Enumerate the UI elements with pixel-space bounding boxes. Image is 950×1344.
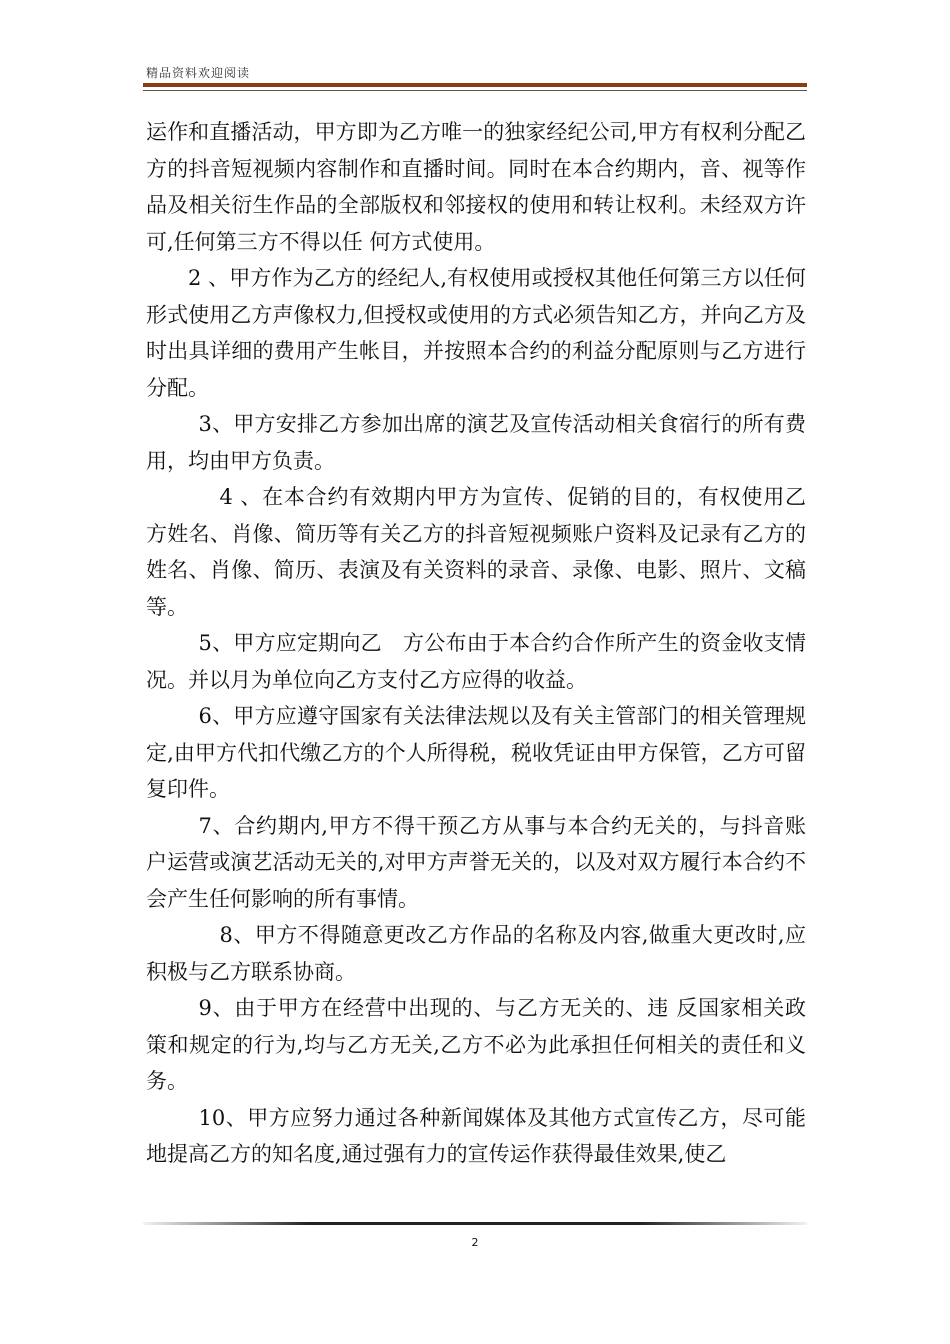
paragraph: 4 、在本合约有效期内甲方为宣传、促销的目的，有权使用乙方姓名、肖像、简历等有关乙方的抖音短视频账户资料及记录有乙方的姓名、肖像、简历、表演及有关资料的录音、录像、电影、照片、文稿等。	[146, 485, 806, 619]
paragraph: 运作和直播活动，甲方即为乙方唯一的独家经纪公司,甲方有权利分配乙方的抖音短视频内容制作和直播时间。同时在本合约期内，音、视等作品及相关衍生作品的全部版权和邻接权的使用和转让权利。未经双方许可,任何第三方不得以任 何方式使用。	[146, 120, 806, 254]
paragraph: 10、甲方应努力通过各种新闻媒体及其他方式宣传乙方，尽可能地提高乙方的知名度,通过强有力的宣传运作获得最佳效果,使乙	[146, 1105, 806, 1166]
paragraph: 2 、甲方作为乙方的经纪人,有权使用或授权其他任何第三方以任何形式使用乙方声像权力,但授权或使用的方式必须告知乙方，并向乙方及时出具详细的费用产生帐目，并按照本合约的利益分配原则与乙方进行分配。	[146, 266, 806, 400]
page-header-text: 精品资料欢迎阅读	[146, 66, 251, 80]
paragraph: 5、甲方应定期向乙 方公布由于本合约合作所产生的资金收支情况。并以月为单位向乙方支付乙方应得的收益。	[146, 631, 806, 692]
header-rule-thin	[143, 90, 807, 91]
document-body	[146, 114, 806, 1173]
footer-rule	[143, 1222, 807, 1225]
page-number: 2	[471, 1236, 479, 1249]
paragraph: 8、甲方不得随意更改乙方作品的名称及内容,做重大更改时,应积极与乙方联系协商。	[146, 923, 806, 984]
paragraph: 6、甲方应遵守国家有关法律法规以及有关主管部门的相关管理规定,由甲方代扣代缴乙方的个人所得税，税收凭证由甲方保管，乙方可留复印件。	[146, 704, 806, 801]
paragraph: 9、由于甲方在经营中出现的、与乙方无关的、违 反国家相关政策和规定的行为,均与乙方无关,乙方不必为此承担任何相关的责任和义务。	[146, 996, 806, 1093]
paragraph: 7、合约期内,甲方不得干预乙方从事与本合约无关的，与抖音账户运营或演艺活动无关的,对甲方声誉无关的，以及对双方履行本合约不会产生任何影响的所有事情。	[146, 813, 806, 911]
header-rule-thick	[143, 83, 807, 87]
paragraph: 3、甲方安排乙方参加出席的演艺及宣传活动相关食宿行的所有费用，均由甲方负责。	[146, 412, 806, 473]
